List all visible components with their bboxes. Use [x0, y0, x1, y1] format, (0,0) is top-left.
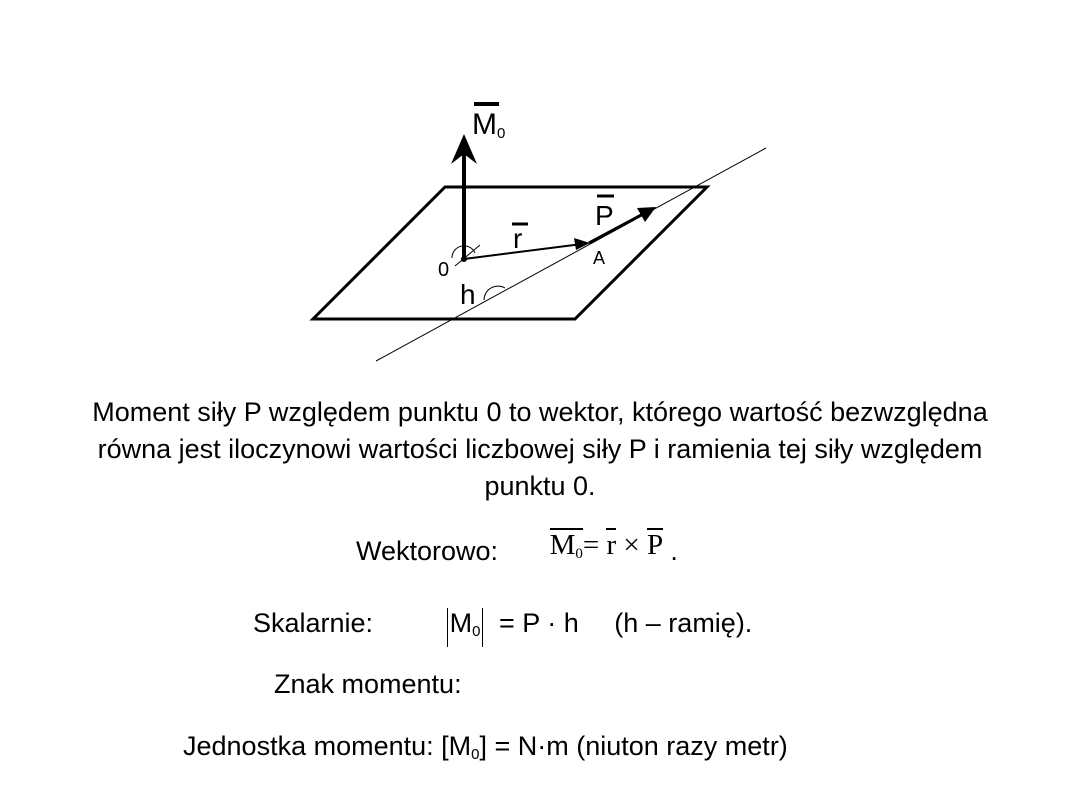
scalar-abs-m0: $M_0$: [447, 608, 484, 647]
label-r: r: [513, 223, 523, 254]
label-a: A: [593, 248, 606, 268]
label-p: P: [595, 200, 614, 231]
vector-m0: $M_0$: [549, 529, 583, 562]
vector-label: Wektorowo:: [356, 536, 499, 566]
origin-tick: [455, 245, 480, 266]
scalar-rhs: = P · h: [498, 608, 579, 638]
scalar-note: (h – ramię).: [614, 608, 753, 638]
moment-diagram: [0, 0, 1080, 400]
unit-row: Jednostka momentu: $[M_0] = N\cdot m$ (niuton razy metr): [183, 731, 788, 763]
line-of-action: [376, 148, 766, 361]
angle-arc-h: [484, 286, 505, 300]
scalar-label: Skalarnie:: [253, 608, 374, 638]
position-vector-r: [464, 244, 582, 259]
vector-r: r: [606, 529, 617, 561]
vector-end: .: [670, 536, 678, 566]
sign-label: Znak momentu:: [274, 669, 462, 699]
vector-p: P: [647, 529, 664, 561]
label-origin: 0: [438, 259, 450, 281]
label-h: h: [460, 279, 476, 310]
label-m0: M0: [472, 108, 506, 142]
vector-formula: $M_0= r \times P$: [549, 529, 664, 562]
sign-row: [274, 669, 462, 700]
scalar-row: [253, 608, 752, 647]
origin-point: [461, 256, 467, 262]
vector-row: [356, 529, 678, 568]
definition-text: Moment siły P względem punktu 0 to wektor, którego wartość bezwzględna równa jest iloczynowi wartości liczbowej siły P i ramienia tej siły względem punktu 0.: [92, 397, 988, 501]
